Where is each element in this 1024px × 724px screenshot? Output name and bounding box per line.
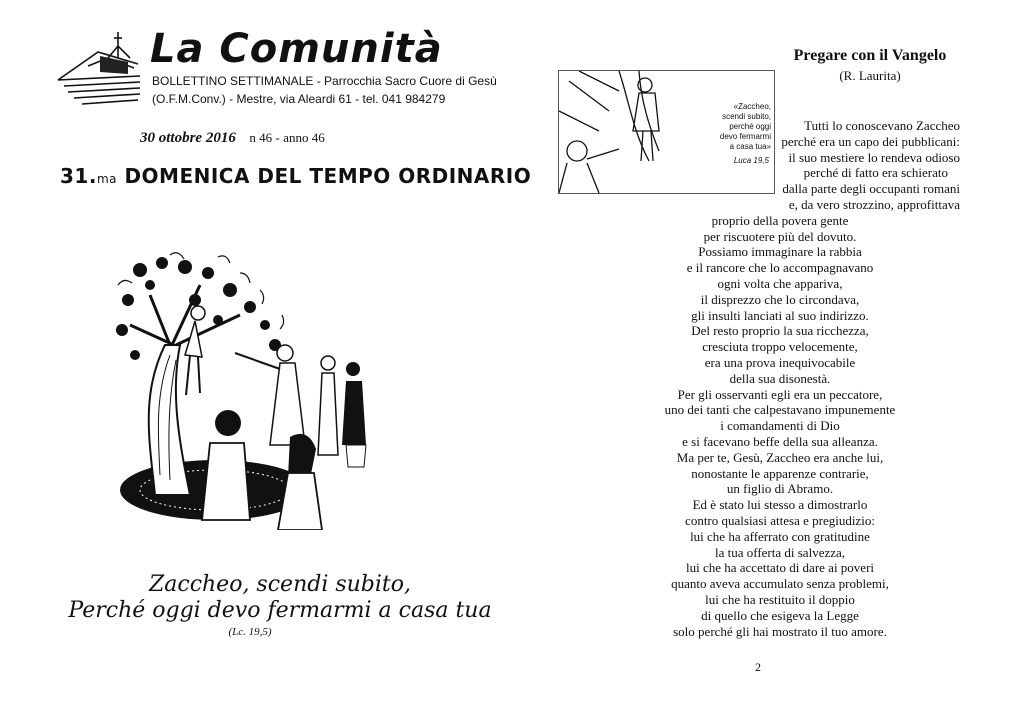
page-number: 2 <box>755 660 761 674</box>
poem-line: il suo mestiere lo rendeva odioso <box>788 149 960 165</box>
poem-line: di quello che esigeva la Legge <box>701 607 859 623</box>
poem-line: Ma per te, Gesù, Zaccheo era anche lui, <box>676 449 884 465</box>
church-logo <box>48 28 148 108</box>
issue-line <box>140 130 325 147</box>
poem-line: era una prova inequivocabile <box>704 354 856 370</box>
poem-line: lui che ha accettato di dare ai poveri <box>685 560 875 576</box>
poem-line: e si facevano beffe della sua alleanza. <box>682 433 878 449</box>
poem-line: solo perché gli hai mostrato il tuo amore. <box>673 623 887 639</box>
poem-line: un figlio di Abramo. <box>726 481 834 497</box>
poem-line: Ed è stato lui stesso a dimostrarlo <box>692 497 868 513</box>
side-quote-line: a casa tua» <box>729 142 771 151</box>
zacchaeus-illustration <box>110 245 380 530</box>
issue-year: anno 46 <box>283 130 325 145</box>
masthead-title: La Comunità <box>150 26 443 72</box>
poem-line: Tutti lo conoscevano Zaccheo <box>804 118 960 133</box>
issue-date: 30 ottobre 2016 <box>140 130 236 146</box>
poem-line: lui che ha afferrato con gratitudine <box>690 528 870 544</box>
masthead-address: (O.F.M.Conv.) - Mestre, via Aleardi 61 - tel. 041 984279 <box>152 92 446 106</box>
poem-line: e il rancore che lo accompagnavano <box>686 260 874 276</box>
poem-line: nonostante le apparenze contrarie, <box>691 465 869 481</box>
sunday-title-text: DOMENICA DEL TEMPO ORDINARIO <box>124 164 532 188</box>
poem-line: perché di fatto era schierato <box>803 165 948 181</box>
poem-line: Del resto proprio la sua ricchezza, <box>691 323 869 339</box>
poem-line: il disprezzo che lo circondava, <box>700 291 860 307</box>
poem-line: della sua disonestà. <box>729 370 831 386</box>
poem-line: e, da vero strozzino, approfittava <box>788 196 960 212</box>
prayer-author: (R. Laurita) <box>839 68 901 83</box>
poem-line: la tua offerta di salvezza, <box>714 544 846 560</box>
issue-number: n 46 - <box>249 130 280 145</box>
prayer-title: Pregare con il Vangelo <box>793 47 947 64</box>
poem-line: contro qualsiasi attesa e pregiudizio: <box>685 512 875 528</box>
poem-line: ogni volta che appariva, <box>717 275 843 291</box>
side-quote-reference: Luca 19,5 <box>733 156 769 165</box>
sunday-number: 31. <box>60 164 97 188</box>
poem-line: lui che ha restituito il doppio <box>705 591 855 607</box>
poem-line: Possiamo immaginare la rabbia <box>698 244 862 260</box>
poem-line: per riscuotere più del dovuto. <box>703 228 857 244</box>
caption-line-2: Perché oggi devo fermarmi a casa tua <box>68 598 492 623</box>
caption-reference: (Lc. 19,5) <box>228 626 272 638</box>
sunday-ordinal-suffix: ma <box>96 172 117 186</box>
masthead-subtitle: BOLLETTINO SETTIMANALE - Parrocchia Sacro Cuore di Gesù <box>152 74 497 88</box>
poem-line: quanto aveva accumulato senza problemi, <box>671 576 889 592</box>
poem-line: perché era un capo dei pubblicani: <box>781 133 960 149</box>
poem-line: i comandamenti di Dio <box>720 418 840 434</box>
side-quote-line: scendi subito, <box>722 112 771 121</box>
side-quote-line: perché oggi <box>729 122 771 131</box>
side-quote-line: «Zaccheo, <box>733 102 771 111</box>
poem-line: Per gli osservanti egli era un peccatore, <box>677 386 883 402</box>
side-quote-line: devo fermarmi <box>719 132 771 141</box>
poem-line: cresciuta troppo velocemente, <box>702 339 858 355</box>
caption-line-1: Zaccheo, scendi subito, <box>148 572 412 597</box>
poem-line: dalla parte degli occupanti romani <box>782 181 960 197</box>
poem-line: gli insulti lanciati al suo indirizzo. <box>691 307 869 323</box>
poem-line: proprio della povera gente <box>711 212 849 228</box>
prayer-poem <box>600 118 960 639</box>
sunday-heading <box>60 164 531 188</box>
poem-line: uno dei tanti che calpestavano impunemente <box>664 402 896 418</box>
